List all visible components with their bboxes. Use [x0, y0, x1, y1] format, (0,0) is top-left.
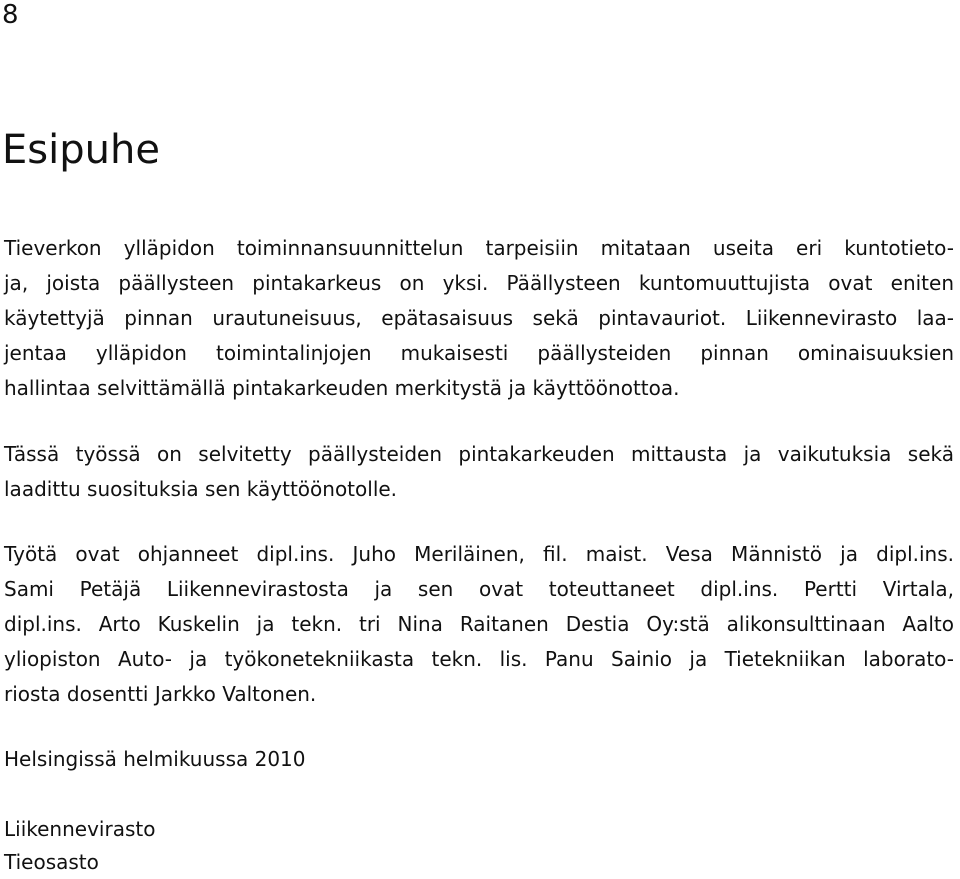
paragraph-line: yliopiston Auto- ja työkonetekniikasta tekn. lis. Panu Sainio ja Tietekniikan laborato-: [4, 647, 954, 671]
paragraph-scope: [4, 437, 954, 507]
paragraph-line: dipl.ins. Arto Kuskelin ja tekn. tri Nina Raitanen Destia Oy:stä alikonsulttinaan Aalto: [4, 612, 954, 636]
paragraph-line: jentaa ylläpidon toimintalinjojen mukaisesti päällysteiden pinnan ominaisuuksien: [4, 341, 954, 365]
page-number: 8: [2, 0, 19, 30]
paragraph-line: Tieverkon ylläpidon toiminnansuunnittelun tarpeisiin mitataan useita eri kuntotieto-: [4, 236, 954, 260]
paragraph-credits: [4, 537, 954, 712]
paragraph-line: Työtä ovat ohjanneet dipl.ins. Juho Meriläinen, fil. maist. Vesa Männistö ja dipl.ins.: [4, 542, 954, 566]
signature-organization: Liikennevirasto: [4, 817, 156, 841]
paragraph-line: Sami Petäjä Liikennevirastosta ja sen ovat toteuttaneet dipl.ins. Pertti Virtala,: [4, 577, 954, 601]
paragraph-line: käytettyjä pinnan urautuneisuus, epätasaisuus sekä pintavauriot. Liikennevirasto laa-: [4, 306, 954, 330]
paragraph-line: hallintaa selvittämällä pintakarkeuden merkitystä ja käyttöönottoa.: [4, 376, 680, 400]
paragraph-intro: [4, 231, 954, 406]
paragraph-line: laadittu suosituksia sen käyttöönotolle.: [4, 477, 398, 501]
page-title: Esipuhe: [2, 127, 160, 173]
place-date: Helsingissä helmikuussa 2010: [4, 747, 306, 771]
paragraph-line: riosta dosentti Jarkko Valtonen.: [4, 682, 317, 706]
signature-unit: Tieosasto: [4, 850, 99, 874]
paragraph-line: Tässä työssä on selvitetty päällysteiden pintakarkeuden mittausta ja vaikutuksia sekä: [4, 442, 954, 466]
paragraph-line: ja, joista päällysteen pintakarkeus on yksi. Päällysteen kuntomuuttujista ovat eniten: [4, 271, 954, 295]
